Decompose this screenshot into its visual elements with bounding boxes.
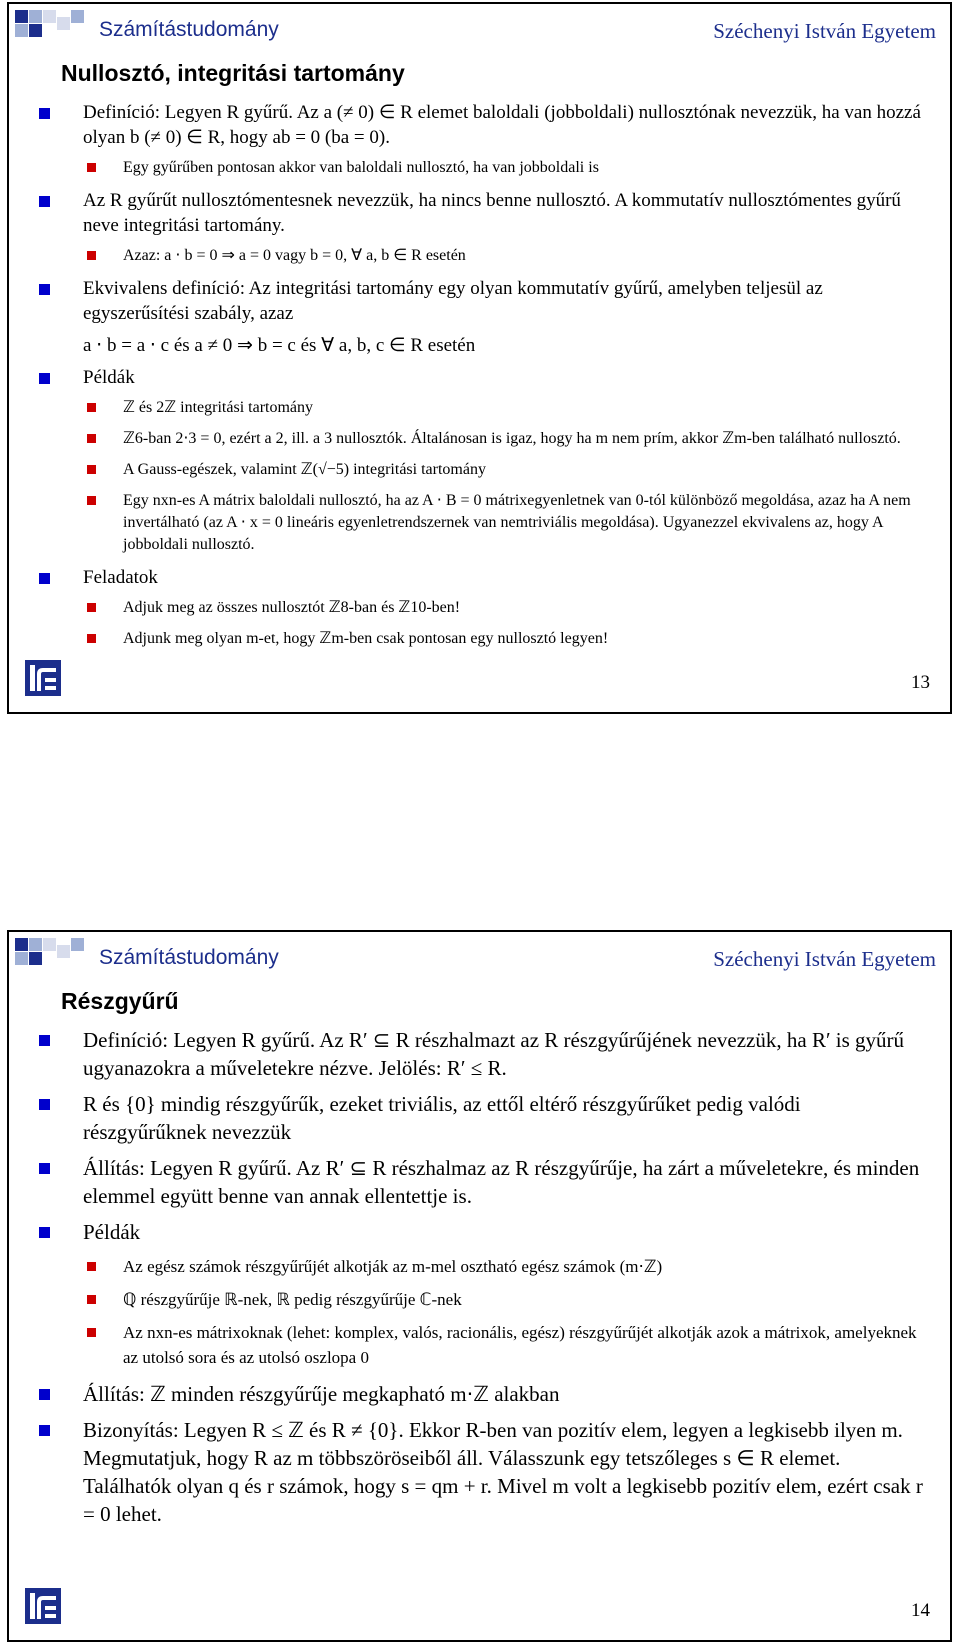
list-subitem: Adjunk meg olyan m-et, hogy ℤm-ben csak pontosan egy nullosztó legyen! bbox=[39, 628, 929, 650]
header-university-name: Széchenyi István Egyetem bbox=[713, 947, 936, 971]
header-course-name: Számítástudomány bbox=[99, 946, 279, 969]
list-subitem: Egy nxn-es A mátrix baloldali nullosztó, ha az A ⋅ B = 0 mátrixegyenletnek van 0-tól különböző megoldása, azaz ha A nem invertálható (az A ⋅ x = 0 lineáris egyenletrendszernek van nemtriviális megoldása). Ugyanezzel ekvivalens az, hogy A jobboldali nullosztó. bbox=[39, 490, 929, 556]
list-subitem: Azaz: a ⋅ b = 0 ⇒ a = 0 vagy b = 0, ∀ a, b ∈ R esetén bbox=[39, 245, 929, 267]
list-subitem: Adjuk meg az összes nullosztót ℤ8-ban és ℤ10-ben! bbox=[39, 597, 929, 619]
slide-14 bbox=[7, 930, 952, 1642]
list-item: Definíció: Legyen R gyűrű. Az a (≠ 0) ∈ R elemet baloldali (jobboldali) nullosztónak nevezzük, ha van hozzá olyan b (≠ 0) ∈ R, hogy ab = 0 (ba = 0). bbox=[39, 100, 929, 150]
list-subitem: ℤ6-ban 2⋅3 = 0, ezért a 2, ill. a 3 nullosztók. Általánosan is igaz, hogy ha m nem prím, akkor ℤm-ben található nullosztó. bbox=[39, 428, 929, 450]
slide-13 bbox=[7, 2, 952, 714]
list-item: Példák bbox=[39, 365, 929, 390]
list-item: Definíció: Legyen R gyűrű. Az R′ ⊆ R részhalmazt az R részgyűrűjének nevezzük, ha R′ is gyűrű ugyanazokra a műveletekre nézve. Jelölés: R′ ≤ R. bbox=[39, 1026, 929, 1082]
list-subitem: ℚ részgyűrűje ℝ-nek, ℝ pedig részgyűrűje ℂ-nek bbox=[39, 1287, 929, 1312]
slide-title: Részgyűrű bbox=[61, 988, 179, 1014]
slide-header bbox=[9, 4, 950, 50]
header-course-name: Számítástudomány bbox=[99, 18, 279, 41]
list-subitem: A Gauss-egészek, valamint ℤ(√−5) integritási tartomány bbox=[39, 459, 929, 481]
page-number: 14 bbox=[911, 1600, 930, 1621]
university-logo-icon bbox=[25, 1588, 61, 1624]
header-university-name: Széchenyi István Egyetem bbox=[713, 19, 936, 43]
slide-title: Nullosztó, integritási tartomány bbox=[61, 60, 405, 86]
header-decoration-squares bbox=[15, 10, 95, 46]
slide-content bbox=[39, 1026, 929, 1536]
list-subitem: Az nxn-es mátrixoknak (lehet: komplex, valós, racionális, egész) részgyűrűjét alkotják azok a mátrixok, amelyeknek az utolsó sora és az utolsó oszlopa 0 bbox=[39, 1320, 929, 1370]
header-decoration-squares bbox=[15, 938, 95, 974]
list-item: Példák bbox=[39, 1218, 929, 1246]
list-item: Bizonyítás: Legyen R ≤ ℤ és R ≠ {0}. Ekkor R-ben van pozitív elem, legyen a legkisebb ilyen m. Megmutatjuk, hogy R az m többszöröseiből áll. Válasszunk egy tetszőleges s ∈ R elemet. Találhatók olyan q és r számok, hogy s = qm + r. Mivel m volt a legkisebb pozitív elem, ezért csak r = 0 lehet. bbox=[39, 1416, 929, 1528]
list-subitem: Egy gyűrűben pontosan akkor van baloldali nullosztó, ha van jobboldali is bbox=[39, 157, 929, 179]
list-item: Állítás: ℤ minden részgyűrűje megkapható m⋅ℤ alakban bbox=[39, 1380, 929, 1408]
list-item: Ekvivalens definíció: Az integritási tartomány egy olyan kommutatív gyűrű, amelyben teljesül az egyszerűsítési szabály, azaz bbox=[39, 276, 929, 326]
page-number: 13 bbox=[911, 672, 930, 693]
list-item: Feladatok bbox=[39, 565, 929, 590]
slide-content bbox=[39, 100, 929, 659]
list-subitem: ℤ és 2ℤ integritási tartomány bbox=[39, 397, 929, 419]
list-item: Az R gyűrűt nullosztómentesnek nevezzük, ha nincs benne nullosztó. A kommutatív nullosztómentes gyűrű neve integritási tartomány. bbox=[39, 188, 929, 238]
list-item: R és {0} mindig részgyűrűk, ezeket triviális, az ettől eltérő részgyűrűket pedig valódi részgyűrűknek nevezzük bbox=[39, 1090, 929, 1146]
list-item: Állítás: Legyen R gyűrű. Az R′ ⊆ R részhalmaz az R részgyűrűje, ha zárt a műveletekre, és minden elemmel együtt benne van annak ellentettje is. bbox=[39, 1154, 929, 1210]
formula-line: a ⋅ b = a ⋅ c és a ≠ 0 ⇒ b = c és ∀ a, b, c ∈ R esetén bbox=[83, 335, 476, 356]
list-subitem: Az egész számok részgyűrűjét alkotják az m-mel osztható egész számok (m⋅ℤ) bbox=[39, 1254, 929, 1279]
slide-header bbox=[9, 932, 950, 978]
university-logo-icon bbox=[25, 660, 61, 696]
